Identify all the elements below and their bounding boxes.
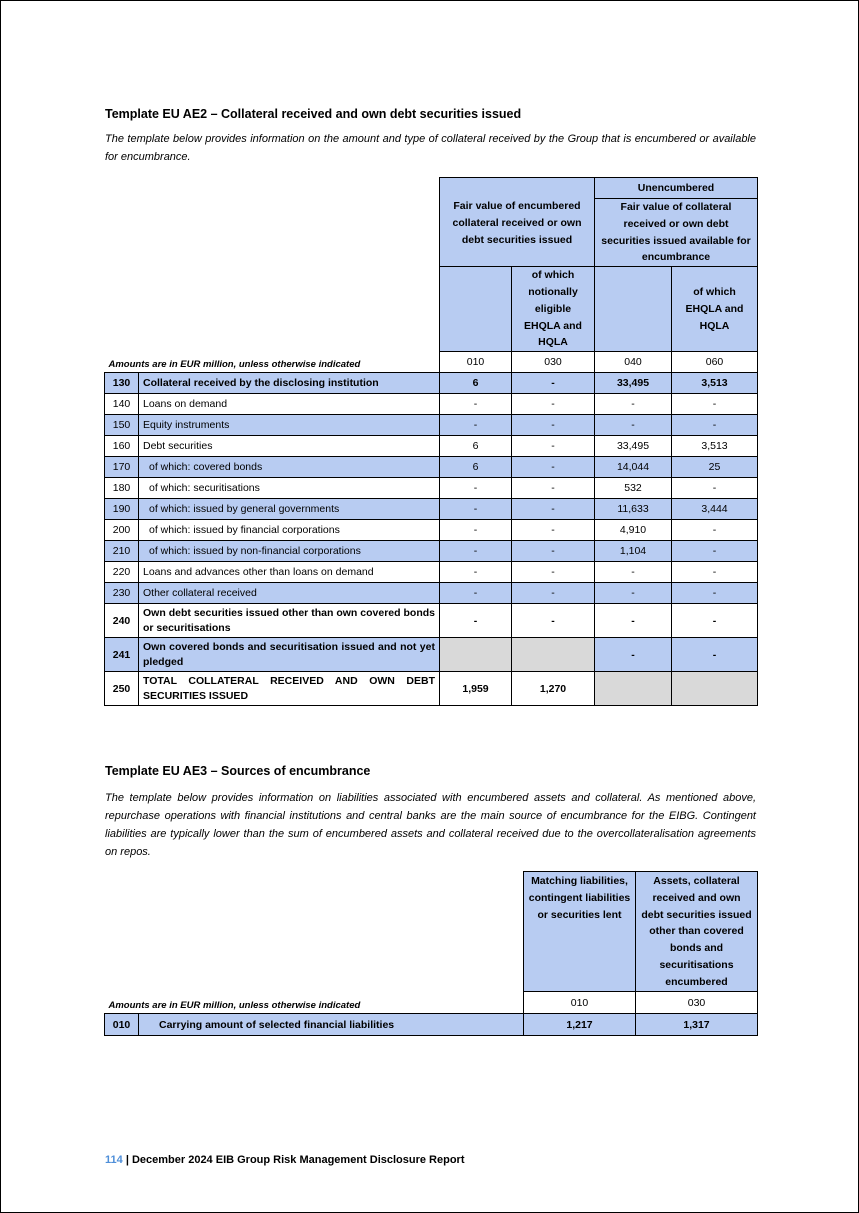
- row-value: -: [512, 604, 595, 638]
- row-value: 1,217: [524, 1014, 636, 1036]
- row-code: 240: [105, 604, 139, 638]
- row-value: -: [512, 562, 595, 583]
- table-row: [105, 436, 758, 457]
- ae2-intro: The template below provides information on the amount and type of collateral received by the Group that is encumbered or available for encumbrance.: [105, 133, 756, 163]
- row-code: 180: [105, 478, 139, 499]
- footer: [105, 1154, 465, 1166]
- ae2-title: Template EU AE2 – Collateral received and own debt securities issued: [105, 107, 522, 121]
- row-value: 3,513: [672, 436, 758, 457]
- row-value: 3,513: [672, 373, 758, 394]
- row-code: 150: [105, 415, 139, 436]
- col-code: 030: [512, 352, 595, 373]
- row-value: -: [595, 583, 672, 604]
- table-row: [105, 520, 758, 541]
- col-code: 060: [672, 352, 758, 373]
- row-code: 230: [105, 583, 139, 604]
- row-value: -: [672, 415, 758, 436]
- row-value: 4,910: [595, 520, 672, 541]
- row-code: 160: [105, 436, 139, 457]
- row-code: 220: [105, 562, 139, 583]
- row-value: -: [440, 499, 512, 520]
- ae3-hdr-matching: Matching liabilities, contingent liabilities or securities lent: [524, 872, 636, 992]
- row-code: 190: [105, 499, 139, 520]
- ae2-hdr-notional: of which notionally eligible EHQLA and HQLA: [512, 267, 595, 352]
- col-code: 040: [595, 352, 672, 373]
- row-label: Collateral received by the disclosing institution: [139, 373, 440, 394]
- row-value: -: [672, 583, 758, 604]
- row-value: -: [595, 415, 672, 436]
- ae3-title: Template EU AE3 – Sources of encumbrance: [105, 764, 371, 778]
- row-value: -: [512, 541, 595, 562]
- table-row: [105, 499, 758, 520]
- table-row: [105, 672, 758, 706]
- table-row: [105, 562, 758, 583]
- row-value: -: [512, 520, 595, 541]
- row-value: -: [512, 436, 595, 457]
- row-value: -: [672, 520, 758, 541]
- row-value: -: [440, 583, 512, 604]
- row-value: -: [440, 541, 512, 562]
- row-label: of which: covered bonds: [139, 457, 440, 478]
- row-value: -: [512, 373, 595, 394]
- row-value: -: [672, 562, 758, 583]
- table-row: [105, 457, 758, 478]
- row-value: -: [440, 520, 512, 541]
- row-value: 11,633: [595, 499, 672, 520]
- row-value: 6: [440, 373, 512, 394]
- table-row: [105, 604, 758, 638]
- row-value: -: [672, 638, 758, 672]
- ae2-hdr-available: Fair value of collateral received or own debt securities issued available for encumbrance: [595, 199, 758, 267]
- table-row: [105, 638, 758, 672]
- row-value: -: [672, 604, 758, 638]
- row-value: -: [440, 415, 512, 436]
- row-value: -: [595, 604, 672, 638]
- row-value: 532: [595, 478, 672, 499]
- row-code: 130: [105, 373, 139, 394]
- row-value: 33,495: [595, 373, 672, 394]
- row-label: Own covered bonds and securitisation issued and not yet pledged: [139, 638, 440, 672]
- row-label: Own debt securities issued other than own covered bonds or securitisations: [139, 604, 440, 638]
- row-value: -: [672, 394, 758, 415]
- table-row: [105, 583, 758, 604]
- row-value: -: [672, 541, 758, 562]
- ae3-table: [104, 871, 758, 1036]
- row-value: 1,104: [595, 541, 672, 562]
- ae3-hdr-assets: Assets, collateral received and own debt securities issued other than covered bonds and securitisations encumbered: [636, 872, 758, 992]
- col-code: 010: [440, 352, 512, 373]
- row-value: 25: [672, 457, 758, 478]
- col-code: 010: [524, 992, 636, 1014]
- row-label: Carrying amount of selected financial liabilities: [139, 1014, 524, 1036]
- ae3-intro: The template below provides information on liabilities associated with encumbered assets and collateral. As mentioned above, repurchase operations with financial institutions and central banks are the main source of encumbrance for the EIBG. Contingent liabilities are typically lower than the sum of encumbered assets and collateral received due to the overcollateralisation agreements on repos.: [105, 792, 756, 858]
- row-value: 1,317: [636, 1014, 758, 1036]
- table-row: [105, 478, 758, 499]
- row-value: -: [595, 638, 672, 672]
- row-value: 1,270: [512, 672, 595, 706]
- row-value: 1,959: [440, 672, 512, 706]
- row-label: Equity instruments: [139, 415, 440, 436]
- table-row: [105, 541, 758, 562]
- row-label: of which: issued by financial corporations: [139, 520, 440, 541]
- row-value: -: [512, 499, 595, 520]
- row-value: -: [595, 562, 672, 583]
- row-label: TOTAL COLLATERAL RECEIVED AND OWN DEBT SECURITIES ISSUED: [139, 672, 440, 706]
- row-code: 200: [105, 520, 139, 541]
- row-code: 241: [105, 638, 139, 672]
- row-value: [595, 672, 672, 706]
- row-label: of which: issued by general governments: [139, 499, 440, 520]
- table-row: [105, 1014, 758, 1036]
- row-value: [672, 672, 758, 706]
- page-number: 114: [105, 1154, 123, 1166]
- footer-text: December 2024 EIB Group Risk Management Disclosure Report: [131, 1154, 465, 1166]
- table-row: [105, 394, 758, 415]
- row-value: -: [595, 394, 672, 415]
- row-label: of which: issued by non-financial corporations: [139, 541, 440, 562]
- ae2-table: [104, 177, 758, 706]
- row-value: -: [512, 457, 595, 478]
- ae2-amounts-note: Amounts are in EUR million, unless otherwise indicated: [105, 352, 440, 373]
- row-value: [512, 638, 595, 672]
- row-value: 14,044: [595, 457, 672, 478]
- row-value: 6: [440, 436, 512, 457]
- row-value: 33,495: [595, 436, 672, 457]
- row-value: [440, 638, 512, 672]
- footer-separator: |: [125, 1154, 129, 1166]
- row-value: -: [512, 478, 595, 499]
- row-value: -: [512, 394, 595, 415]
- row-label: of which: securitisations: [139, 478, 440, 499]
- row-label: Debt securities: [139, 436, 440, 457]
- ae2-hdr-encumbered: Fair value of encumbered collateral received or own debt securities issued: [440, 178, 595, 267]
- ae2-hdr-ehqla: of which EHQLA and HQLA: [672, 267, 758, 352]
- row-code: 170: [105, 457, 139, 478]
- row-label: Loans on demand: [139, 394, 440, 415]
- row-code: 010: [105, 1014, 139, 1036]
- row-code: 210: [105, 541, 139, 562]
- row-label: Other collateral received: [139, 583, 440, 604]
- row-label: Loans and advances other than loans on demand: [139, 562, 440, 583]
- table-row: [105, 373, 758, 394]
- ae3-amounts-note: Amounts are in EUR million, unless otherwise indicated: [105, 992, 524, 1014]
- ae2-hdr-unencumbered: Unencumbered: [595, 178, 758, 199]
- row-value: 3,444: [672, 499, 758, 520]
- row-value: 6: [440, 457, 512, 478]
- col-code: 030: [636, 992, 758, 1014]
- row-value: -: [672, 478, 758, 499]
- row-value: -: [440, 478, 512, 499]
- row-value: -: [512, 415, 595, 436]
- table-row: [105, 415, 758, 436]
- row-value: -: [440, 604, 512, 638]
- row-value: -: [512, 583, 595, 604]
- row-code: 140: [105, 394, 139, 415]
- row-value: -: [440, 562, 512, 583]
- row-code: 250: [105, 672, 139, 706]
- row-value: -: [440, 394, 512, 415]
